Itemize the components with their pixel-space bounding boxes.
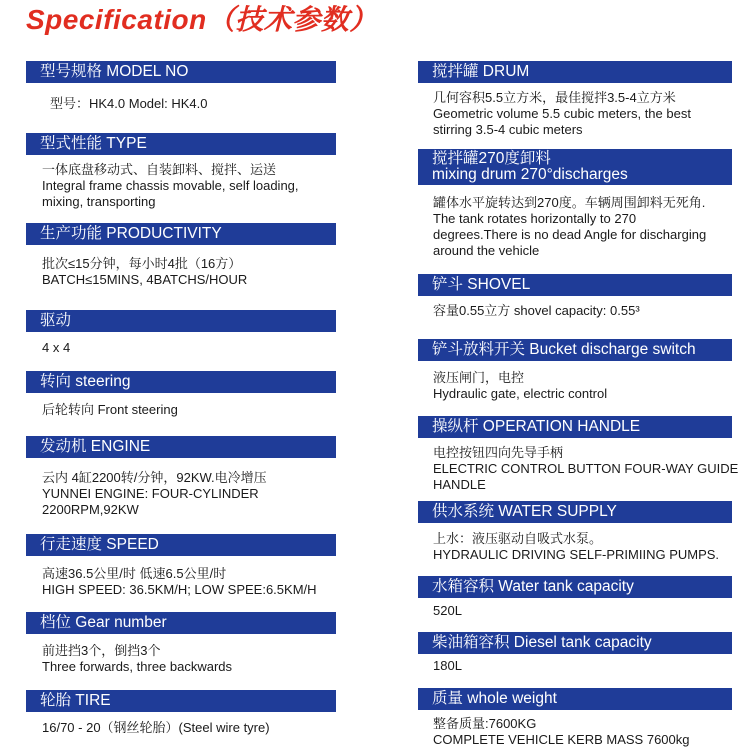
bucket-switch-line-2: Hydraulic gate, electric control <box>433 386 608 401</box>
type-line-1: 一体底盘移动式、自装卸料、搅拌、运送 <box>42 162 277 177</box>
diesel-tank-text: 180L <box>433 658 462 673</box>
section-header-engine: 发动机 ENGINE <box>26 436 336 458</box>
water-supply-line-1: 上水：液压驱动自吸式水泵。 <box>433 531 603 546</box>
drum-line-1: 几何容积5.5立方米，最佳搅拌3.5-4立方米 <box>433 90 676 105</box>
engine-line-1: 云内 4缸2200转/分钟，92KW.电冷增压 <box>42 470 267 485</box>
section-header-steering: 转向 steering <box>26 371 336 393</box>
section-header-productivity: 生产功能 PRODUCTIVITY <box>26 223 336 245</box>
productivity-line-1: 批次≤15分钟，每小时4批（16方） <box>42 256 242 271</box>
engine-text <box>42 470 267 518</box>
page-title: Specification（技术参数） <box>26 4 378 35</box>
section-header-shovel: 铲斗 SHOVEL <box>418 274 732 296</box>
model-no-text: 型号：HK4.0 Model: HK4.0 <box>50 96 208 111</box>
productivity-line-2: BATCH≤15MINS, 4BATCHS/HOUR <box>42 272 248 287</box>
drum-discharge-text <box>433 195 706 259</box>
gear-number-text <box>42 643 232 675</box>
gear-number-line-2: Three forwards, three backwards <box>42 659 233 674</box>
section-header-drive: 驱动 <box>26 310 336 332</box>
section-header-water-supply: 供水系统 WATER SUPPLY <box>418 501 732 523</box>
drum-line-3: stirring 3.5-4 cubic meters <box>433 122 583 137</box>
whole-weight-line-1: 整备质量:7600KG <box>433 716 537 731</box>
drive-text: 4 x 4 <box>42 340 71 355</box>
section-header-whole-weight: 质量 whole weight <box>418 688 732 710</box>
section-header-drum-discharge <box>418 149 732 185</box>
drum-line-2: Geometric volume 5.5 cubic meters, the best <box>433 106 691 121</box>
speed-text <box>42 566 317 598</box>
drum-discharge-header-cn: 搅拌罐270度卸料 <box>432 150 551 167</box>
steering-text: 后轮转向 Front steering <box>42 402 178 417</box>
gear-number-line-1: 前进挡3个，倒挡3个 <box>42 643 161 658</box>
water-supply-text <box>433 531 719 563</box>
tire-text: 16/70 - 20（钢丝轮胎）(Steel wire tyre) <box>42 720 270 735</box>
drum-discharge-line-4: around the vehicle <box>433 243 540 258</box>
drum-discharge-line-3: degrees.There is no dead Angle for discharging <box>433 227 707 242</box>
whole-weight-text <box>433 716 689 748</box>
whole-weight-line-2: COMPLETE VEHICLE KERB MASS 7600kg <box>433 732 690 747</box>
water-tank-text: 520L <box>433 603 462 618</box>
section-header-gear-number: 档位 Gear number <box>26 612 336 634</box>
section-header-operation-handle: 操纵杆 OPERATION HANDLE <box>418 416 732 438</box>
section-header-diesel-tank: 柴油箱容积 Diesel tank capacity <box>418 632 732 654</box>
engine-line-2: YUNNEI ENGINE: FOUR-CYLINDER <box>42 486 259 501</box>
type-text <box>42 162 299 210</box>
section-header-speed: 行走速度 SPEED <box>26 534 336 556</box>
section-header-model-no: 型号规格 MODEL NO <box>26 61 336 83</box>
drum-discharge-line-2: The tank rotates horizontally to 270 <box>433 211 637 226</box>
drum-discharge-header-en: mixing drum 270°discharges <box>432 166 628 183</box>
section-header-type: 型式性能 TYPE <box>26 133 336 155</box>
section-header-bucket-switch: 铲斗放料开关 Bucket discharge switch <box>418 339 732 361</box>
operation-handle-text <box>433 445 738 493</box>
productivity-text <box>42 256 247 288</box>
section-header-drum: 搅拌罐 DRUM <box>418 61 732 83</box>
type-line-3: mixing, transporting <box>42 194 156 209</box>
speed-line-2: HIGH SPEED: 36.5KM/H; LOW SPEE:6.5KM/H <box>42 582 317 597</box>
bucket-switch-line-1: 液压闸门，电控 <box>433 370 525 385</box>
water-supply-line-2: HYDRAULIC DRIVING SELF-PRIMIING PUMPS. <box>433 547 720 562</box>
drum-discharge-line-1: 罐体水平旋转达到270度。车辆周围卸料无死角. <box>433 195 706 210</box>
engine-line-3: 2200RPM,92KW <box>42 502 139 517</box>
section-header-water-tank: 水箱容积 Water tank capacity <box>418 576 732 598</box>
bucket-switch-text <box>433 370 607 402</box>
operation-handle-line-2: ELECTRIC CONTROL BUTTON FOUR-WAY GUIDE <box>433 461 739 476</box>
speed-line-1: 高速36.5公里/时 低速6.5公里/时 <box>42 566 227 581</box>
shovel-text: 容量0.55立方 shovel capacity: 0.55³ <box>433 303 640 318</box>
type-line-2: Integral frame chassis movable, self loading, <box>42 178 299 193</box>
drum-text <box>433 90 691 138</box>
section-header-tire: 轮胎 TIRE <box>26 690 336 712</box>
operation-handle-line-3: HANDLE <box>433 477 486 492</box>
operation-handle-line-1: 电控按钮四向先导手柄 <box>433 445 564 460</box>
